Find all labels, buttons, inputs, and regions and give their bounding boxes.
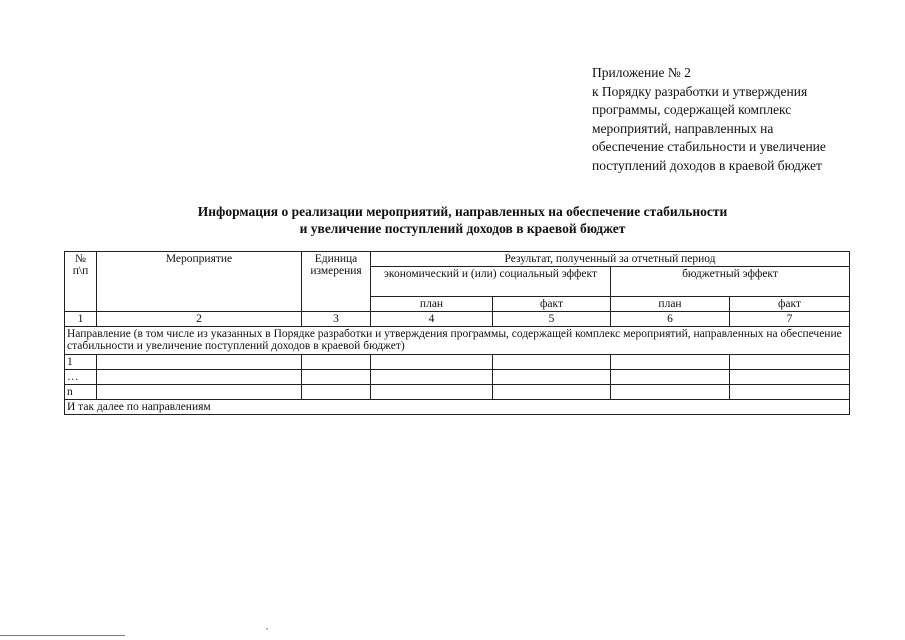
header-event: Мероприятие — [97, 252, 302, 312]
table-cell — [611, 355, 730, 370]
appendix-line: программы, содержащей комплекс — [592, 102, 792, 117]
appendix-line: поступлений доходов в краевой бюджет — [592, 157, 822, 173]
footer-row: И так далее по направлениям — [65, 400, 850, 415]
header-num: № п\п — [65, 252, 97, 312]
table-cell — [97, 385, 302, 400]
column-number: 3 — [302, 312, 371, 327]
table-cell — [730, 385, 850, 400]
scan-speck — [266, 628, 268, 630]
column-number: 4 — [371, 312, 493, 327]
table-cell — [730, 355, 850, 370]
direction-row: Направление (в том числе из указанных в Порядке разработки и утверждения программы, содержащей комплекс мероприятий, направленных на обеспечение стабильности и увеличение поступлений доходов в краевой бюджет) — [65, 327, 850, 355]
table-cell — [493, 355, 611, 370]
table-cell — [97, 355, 302, 370]
column-number: 2 — [97, 312, 302, 327]
table-row — [65, 355, 850, 370]
header-econ: экономический и (или) социальный эффект — [371, 267, 611, 297]
table-cell — [302, 385, 371, 400]
header-unit: Единица измерения — [302, 252, 371, 312]
column-number-row — [65, 312, 850, 327]
table-row — [65, 370, 850, 385]
appendix-line: обеспечение стабильности и увеличение — [592, 139, 826, 154]
table-row — [65, 385, 850, 400]
title-line-2: и увеличение поступлений доходов в краевой бюджет — [299, 221, 626, 236]
table-cell — [371, 355, 493, 370]
table-cell — [302, 355, 371, 370]
table-cell — [371, 385, 493, 400]
column-number: 7 — [730, 312, 850, 327]
header-fact-budget: факт — [730, 297, 850, 312]
header-plan-budget: план — [611, 297, 730, 312]
row-number: 1 — [65, 355, 97, 370]
row-number: n — [65, 385, 97, 400]
column-number: 6 — [611, 312, 730, 327]
table-cell — [730, 370, 850, 385]
table-cell — [611, 370, 730, 385]
scan-edge-line — [0, 635, 125, 636]
table-cell — [493, 385, 611, 400]
header-budget: бюджетный эффект — [611, 267, 850, 297]
appendix-line: мероприятий, направленных на — [592, 120, 774, 136]
row-number: … — [65, 370, 97, 385]
appendix-line: Приложение № 2 — [592, 65, 691, 80]
column-number: 1 — [65, 312, 97, 327]
title-line-1: Информация о реализации мероприятий, направленных на обеспечение стабильности — [197, 204, 728, 219]
document-title — [60, 203, 865, 237]
table-cell — [611, 385, 730, 400]
header-plan-econ: план — [371, 297, 493, 312]
header-result: Результат, полученный за отчетный период — [371, 252, 850, 267]
column-number: 5 — [493, 312, 611, 327]
appendix-line: к Порядку разработки и утверждения — [592, 83, 808, 99]
table-cell — [97, 370, 302, 385]
table-cell — [371, 370, 493, 385]
appendix-block — [592, 64, 892, 175]
header-fact-econ: факт — [493, 297, 611, 312]
table-cell — [493, 370, 611, 385]
report-table — [64, 251, 850, 415]
table-cell — [302, 370, 371, 385]
